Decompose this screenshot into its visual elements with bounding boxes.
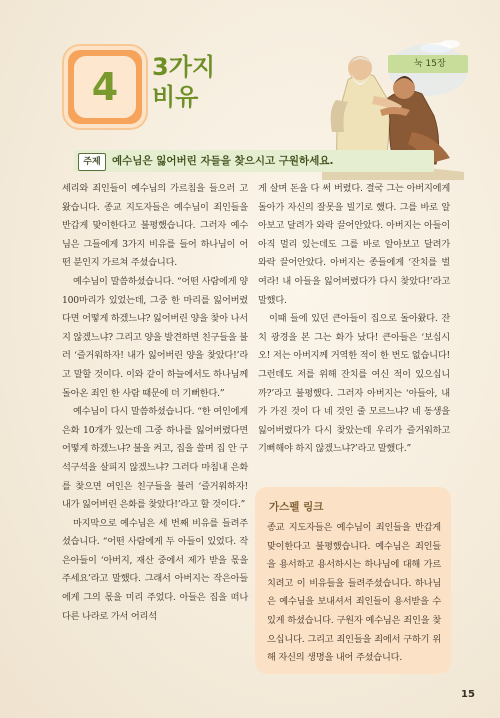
- story-column-left: [62, 180, 248, 626]
- story-paragraph: 마지막으로 예수님은 세 번째 비유를 들려주셨습니다. “어떤 사람에게 두 아들이 있었다. 작은아들이 ‘아버지, 재산 중에서 제가 받을 몫을 주세요’라고 말했다. 그래서 아버지는 작은아들에게 그의 몫을 미리 주었다. 아들은 집을 떠나 다른 나라로 가서 어리석: [62, 517, 248, 622]
- lesson-title-line2: 비유: [152, 83, 199, 111]
- theme-label: 주제: [78, 153, 106, 171]
- theme-bar: [74, 150, 434, 172]
- lesson-title: [152, 52, 215, 112]
- story-paragraph: 예수님이 다시 말씀하셨습니다. “한 여인에게 은화 10개가 있는데 그중 하나를 잃어버렸다면 어떻게 하겠느냐? 불을 켜고, 집을 쓸며 집 안 구석구석을 살피지 않겠느냐? 그러다 마침내 은화를 찾으면 여인은 친구들을 불러 ‘즐거워하자! 내가 잃어버린 은화를 찾았다!’라고 할 것이다.”: [62, 406, 248, 511]
- page-number: 15: [461, 689, 475, 700]
- scripture-reference-tab: 눅 15장: [388, 55, 468, 73]
- lesson-number: 4: [91, 65, 119, 109]
- story-paragraph: 예수님이 말씀하셨습니다. “어떤 사람에게 양 100마리가 있었는데, 그중 한 마리를 잃어버렸다면 어떻게 하겠느냐? 잃어버린 양을 찾아 나서지 않겠느냐? 그리고 양을 발견하면 친구들을 불러 ‘즐거워하자! 내가 잃어버린 양을 찾았다!’라고 말할 것이다. 이와 같이 하늘에서도 하나님께 돌아온 죄인 한 사람 때문에 더 기뻐한다.”: [62, 275, 248, 399]
- gospel-link-title: 가스펠 링크: [269, 501, 324, 513]
- gospel-link-box: [255, 487, 451, 674]
- theme-text: 예수님은 잃어버린 자들을 찾으시고 구원하세요.: [112, 155, 334, 167]
- story-paragraph: 세리와 죄인들이 예수님의 가르침을 들으러 고 왔습니다. 종교 지도자들은 예수님이 죄인들을 반갑게 맞이한다고 불평했습니다. 그러자 예수님은 그들에게 3가지 비유를 들어 하나님이 어떤 분인지 가르쳐 주셨습니다.: [62, 183, 248, 269]
- gospel-link-text: 종교 지도자들은 예수님이 죄인들을 반갑게 맞이한다고 불평했습니다. 예수님은 죄인들을 용서하고 용서하시는 하나님에 대해 가르치려고 이 비유들을 들려주셨습니다. 하나님은 예수님을 보내셔서 죄인들이 용서받을 수 있게 하셨습니다. 구원자 예수님은 죄인을 찾으십니다. 그리고 죄인들을 죄에서 구하기 위해 자신의 생명을 내어 주셨습니다.: [267, 522, 441, 664]
- story-column-right: [258, 180, 450, 459]
- lesson-title-line1: 3가지: [152, 53, 216, 81]
- story-paragraph: 게 살며 돈을 다 써 버렸다. 결국 그는 아버지에게 돌아가 자신의 잘못을 빌기로 했다. 그를 바로 알아보고 달려가 와락 끌어안았다. 아버지는 아들이 아직 멀리 있는데도 그를 바로 알아보고 달려가 와락 끌어안았다. 아버지는 종들에게 ‘잔치를 벌여라! 내 아들을 잃어버렸다가 다시 찾았다!’라고 말했다.: [258, 183, 450, 306]
- story-paragraph: 이때 들에 있던 큰아들이 집으로 돌아왔다. 잔치 광경을 본 그는 화가 났다! 큰아들은 ‘보십시오! 저는 아버지께 거역한 적이 한 번도 없습니다! 그런데도 저를 위해 잔치를 여신 적이 있으십니까?’라고 불평했다. 그러자 아버지는 ‘아들아, 내가 가진 것이 다 네 것인 줄 모르느냐? 네 동생을 잃어버렸다가 다시 찾았는데 우리가 즐거워하고 기뻐해야 하지 않겠느냐?’라고 말했다.”: [258, 313, 450, 455]
- lesson-number-badge: [64, 46, 146, 128]
